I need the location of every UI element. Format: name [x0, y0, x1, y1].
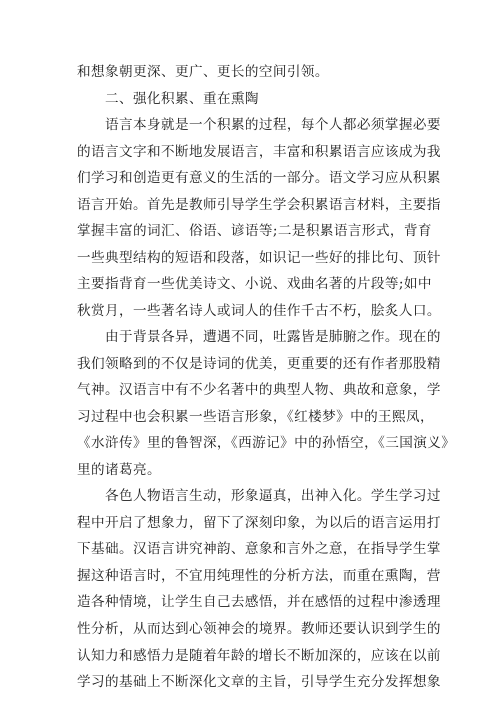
- text-line: 的语言文字和不断地发展语言，丰富和积累语言应该成为我: [77, 143, 441, 160]
- text-line: 握这种语言时，不宜用纯理性的分析方法，而重在熏陶，营: [77, 567, 441, 584]
- text-line: 学习的基础上不断深化文章的主旨，引导学生充分发挥想象: [77, 674, 441, 690]
- text-line: 各色人物语言生动，形象逼真，出神入化。学生学习过: [105, 488, 441, 505]
- text-line: 们学习和创造更有意义的生活的一部分。语文学习应从积累: [77, 170, 441, 187]
- text-line: 下基础。汉语言讲究神韵、意象和言外之意，在指导学生掌: [77, 541, 441, 558]
- text-line: 气神。汉语言中有不少名著中的典型人物、典故和意象，学: [77, 382, 441, 399]
- text-line: 性分析，从而达到心领神会的境界。教师还要认识到学生的: [77, 621, 441, 637]
- text-line: 里的诸葛亮。: [77, 461, 161, 478]
- text-line: 程中开启了想象力，留下了深刻印象，为以后的语言运用打: [77, 514, 441, 531]
- text-line: 习过程中也会积累一些语言形象，《红楼梦》中的王熙凤，: [77, 408, 435, 425]
- text-line: 语言本身就是一个积累的过程，每个人都必须掌握必要: [105, 117, 441, 133]
- text-line: 语言开始。首先是教师引导学生学会积累语言材料，主要指: [77, 196, 441, 213]
- text-line: 《水浒传》里的鲁智深，《西游记》中的孙悟空，《三国演义》: [77, 435, 456, 452]
- text-line: 和想象朝更深、更广、更长的空间引领。: [77, 64, 329, 80]
- text-line: 一些典型结构的短语和段落，如识记一些好的排比句、顶针: [77, 249, 441, 266]
- text-line: 主要指背育一些优美诗文、小说、戏曲名著的片段等;如中: [77, 276, 432, 293]
- text-line: 我们领略到的不仅是诗词的优美，更重要的还有作者那股精: [77, 355, 441, 372]
- section-heading: 二、强化积累、重在熏陶: [105, 90, 259, 107]
- text-line: 秋赏月，一些著名诗人或词人的佳作千古不朽，脍炙人口。: [77, 302, 441, 319]
- text-line: 造各种情境，让学生自己去感悟，并在感悟的过程中渗透理: [77, 594, 441, 611]
- text-line: 由于背景各异，遭遇不同，吐露皆是肺腑之作。现在的: [105, 329, 441, 346]
- text-line: 认知力和感悟力是随着年龄的增长不断加深的，应该在以前: [77, 647, 441, 664]
- text-line: 掌握丰富的词汇、俗语、谚语等;二是积累语言形式，背育: [77, 223, 432, 240]
